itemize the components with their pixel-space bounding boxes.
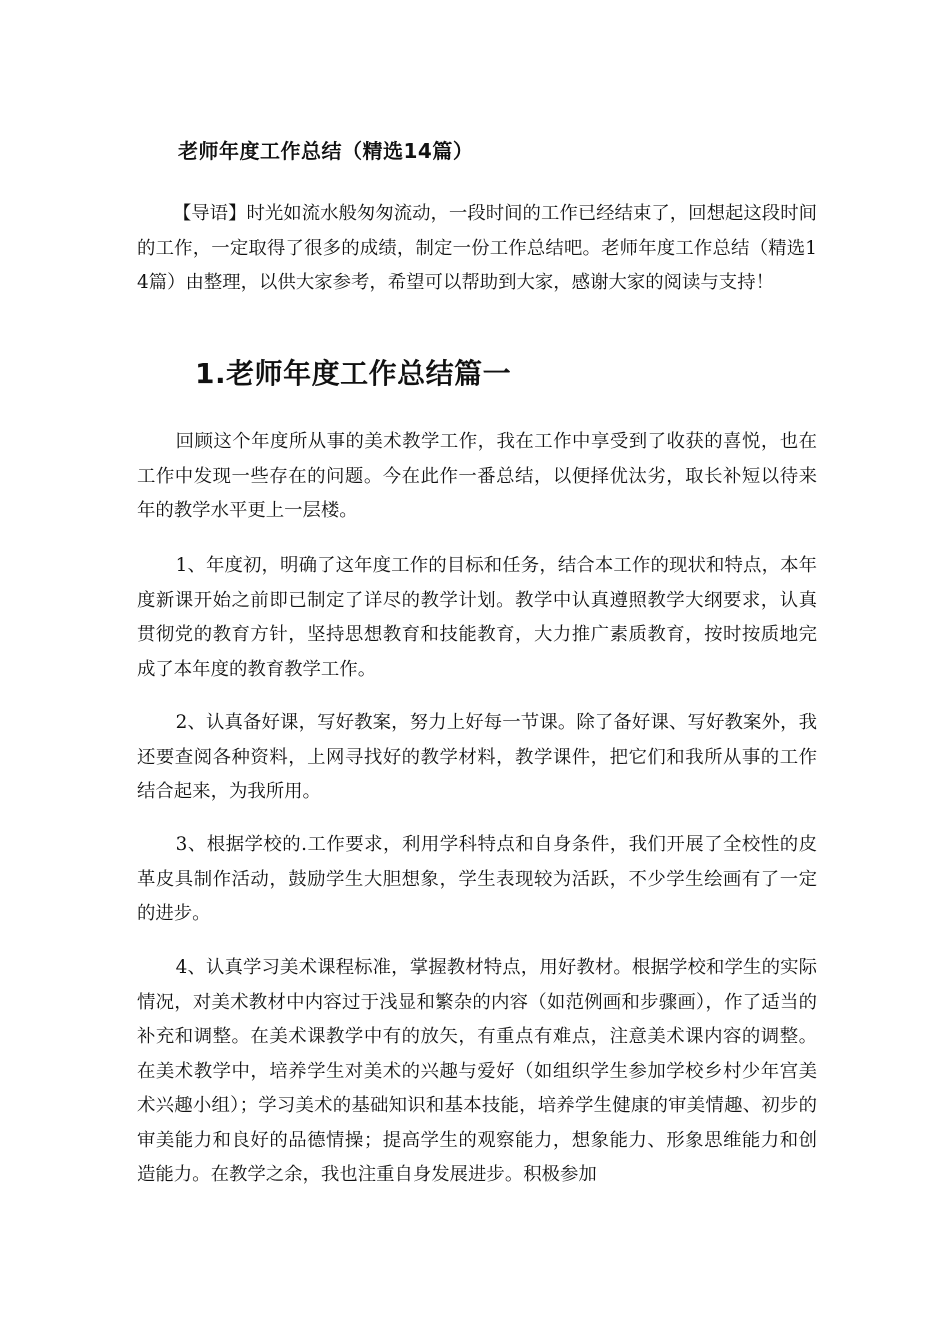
section-heading: 1.老师年度工作总结篇一 xyxy=(195,357,512,390)
body-paragraph-item-1: 1、年度初，明确了这年度工作的目标和任务，结合本工作的现状和特点，本年度新课开始之前即已制定了详尽的教学计划。教学中认真遵照教学大纲要求，认真贯彻党的教育方针，坚持思想教育和技能教育，大力推广素质教育，按时按质地完成了本年度的教育教学工作。 xyxy=(137,555,817,680)
body-paragraph-item-4: 4、认真学习美术课程标准，掌握教材特点，用好教材。根据学校和学生的实际情况，对美术教材中内容过于浅显和繁杂的内容（如范例画和步骤画），作了适当的补充和调整。在美术课教学中有的放矢，有重点有难点，注意美术课内容的调整。在美术教学中，培养学生对美术的兴趣与爱好（如组织学生参加学校乡村少年宫美术兴趣小组）；学习美术的基础知识和基本技能，培养学生健康的审美情趣、初步的审美能力和良好的品德情操；提高学生的观察能力，想象能力、形象思维能力和创造能力。在教学之余，我也注重自身发展进步。积极参加 xyxy=(137,957,817,1185)
document-title: 老师年度工作总结（精选14篇） xyxy=(178,139,474,163)
body-paragraph-review: 回顾这个年度所从事的美术教学工作，我在工作中享受到了收获的喜悦，也在工作中发现一些存在的问题。今在此作一番总结，以便择优汰劣，取长补短以待来年的教学水平更上一层楼。 xyxy=(137,431,817,521)
body-paragraph-item-3: 3、根据学校的.工作要求，利用学科特点和自身条件，我们开展了全校性的皮革皮具制作活动，鼓励学生大胆想象，学生表现较为活跃，不少学生绘画有了一定的进步。 xyxy=(137,834,817,924)
intro-paragraph: 【导语】时光如流水般匆匆流动，一段时间的工作已经结束了，回想起这段时间的工作，一定取得了很多的成绩，制定一份工作总结吧。老师年度工作总结（精选14篇）由整理，以供大家参考，希望可以帮助到大家，感谢大家的阅读与支持！ xyxy=(137,203,817,293)
body-paragraph-item-2: 2、认真备好课，写好教案，努力上好每一节课。除了备好课、写好教案外，我还要查阅各种资料，上网寻找好的教学材料，教学课件，把它们和我所从事的工作结合起来，为我所用。 xyxy=(137,712,817,802)
